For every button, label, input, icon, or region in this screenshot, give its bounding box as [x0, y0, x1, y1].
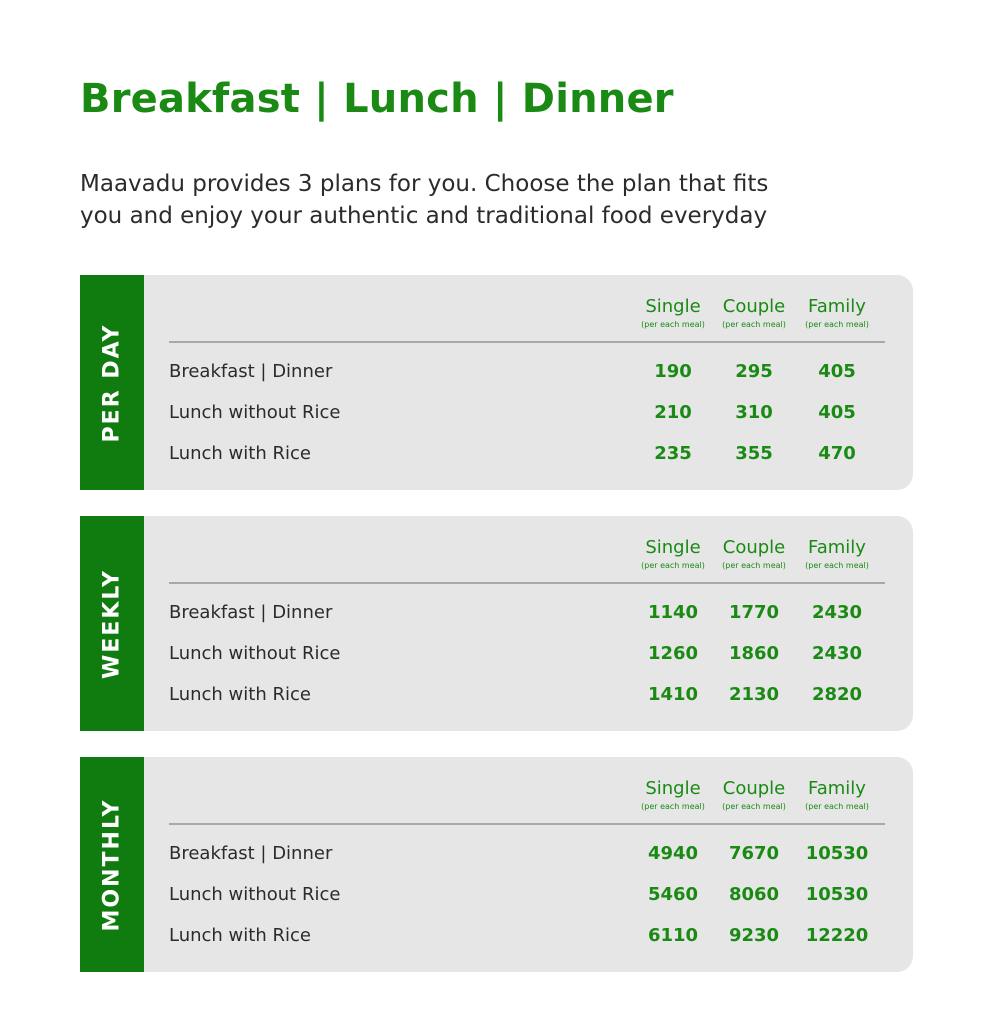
plan-panel-monthly — [80, 757, 913, 972]
column-note: (per each meal) — [805, 561, 869, 570]
column-header-single — [628, 777, 718, 813]
price-single: 4940 — [647, 843, 699, 864]
column-name: Couple — [722, 296, 786, 317]
meal-label: Lunch with Rice — [169, 684, 311, 705]
price-couple: 2130 — [728, 684, 780, 705]
column-header-family — [792, 536, 882, 572]
meal-label: Breakfast | Dinner — [169, 843, 333, 864]
column-note: (per each meal) — [805, 320, 869, 329]
header-divider — [169, 582, 885, 584]
price-family: 2820 — [811, 684, 863, 705]
column-header-couple — [709, 536, 799, 572]
plan-tab — [80, 275, 144, 490]
column-note: (per each meal) — [641, 320, 705, 329]
price-family: 2430 — [811, 602, 863, 623]
column-name: Family — [808, 778, 866, 799]
price-single: 190 — [654, 361, 692, 382]
intro-line-1: Maavadu provides 3 plans for you. Choose the plan that fits — [80, 171, 769, 197]
column-note: (per each meal) — [641, 561, 705, 570]
meal-label: Lunch without Rice — [169, 402, 341, 423]
price-single: 210 — [654, 402, 692, 423]
column-note: (per each meal) — [722, 320, 786, 329]
price-couple: 1860 — [728, 643, 780, 664]
meal-label: Lunch with Rice — [169, 925, 311, 946]
price-single: 1260 — [647, 643, 699, 664]
table-row — [169, 359, 885, 385]
column-note: (per each meal) — [722, 802, 786, 811]
meal-label: Lunch without Rice — [169, 884, 341, 905]
table-row — [169, 841, 885, 867]
price-single: 6110 — [647, 925, 699, 946]
plan-label: MONTHLY — [99, 798, 125, 931]
header-divider — [169, 341, 885, 343]
page-title: Breakfast | Lunch | Dinner — [80, 76, 674, 122]
column-header-family — [792, 777, 882, 813]
price-family: 470 — [818, 443, 856, 464]
table-row — [169, 641, 885, 667]
column-name: Couple — [722, 537, 786, 558]
table-row — [169, 600, 885, 626]
column-header-couple — [709, 295, 799, 331]
intro-line-2: you and enjoy your authentic and traditional food everyday — [80, 203, 768, 229]
price-couple: 7670 — [728, 843, 780, 864]
column-name: Couple — [722, 778, 786, 799]
column-note: (per each meal) — [805, 802, 869, 811]
price-couple: 355 — [735, 443, 773, 464]
price-single: 5460 — [647, 884, 699, 905]
plan-label: WEEKLY — [99, 568, 125, 679]
price-single: 1140 — [647, 602, 699, 623]
price-family: 10530 — [805, 884, 869, 905]
meal-label: Breakfast | Dinner — [169, 602, 333, 623]
price-family: 405 — [818, 402, 856, 423]
column-name: Family — [808, 296, 866, 317]
column-note: (per each meal) — [641, 802, 705, 811]
price-couple: 9230 — [728, 925, 780, 946]
price-couple: 1770 — [728, 602, 780, 623]
meal-label: Lunch without Rice — [169, 643, 341, 664]
column-name: Single — [645, 537, 701, 558]
column-name: Family — [808, 537, 866, 558]
plan-label: PER DAY — [99, 323, 125, 442]
column-header-single — [628, 536, 718, 572]
column-header-couple — [709, 777, 799, 813]
column-header-family — [792, 295, 882, 331]
table-row — [169, 400, 885, 426]
plan-tab — [80, 516, 144, 731]
column-note: (per each meal) — [722, 561, 786, 570]
plan-tab — [80, 757, 144, 972]
column-name: Single — [645, 296, 701, 317]
plan-panel-per-day — [80, 275, 913, 490]
meal-label: Breakfast | Dinner — [169, 361, 333, 382]
table-row — [169, 682, 885, 708]
column-name: Single — [645, 778, 701, 799]
table-row — [169, 882, 885, 908]
price-couple: 310 — [735, 402, 773, 423]
price-family: 12220 — [805, 925, 869, 946]
price-couple: 295 — [735, 361, 773, 382]
price-single: 1410 — [647, 684, 699, 705]
price-single: 235 — [654, 443, 692, 464]
meal-label: Lunch with Rice — [169, 443, 311, 464]
intro-text — [80, 168, 940, 232]
table-row — [169, 441, 885, 467]
price-couple: 8060 — [728, 884, 780, 905]
price-family: 2430 — [811, 643, 863, 664]
price-family: 10530 — [805, 843, 869, 864]
table-row — [169, 923, 885, 949]
price-family: 405 — [818, 361, 856, 382]
column-header-single — [628, 295, 718, 331]
plan-panel-weekly — [80, 516, 913, 731]
header-divider — [169, 823, 885, 825]
